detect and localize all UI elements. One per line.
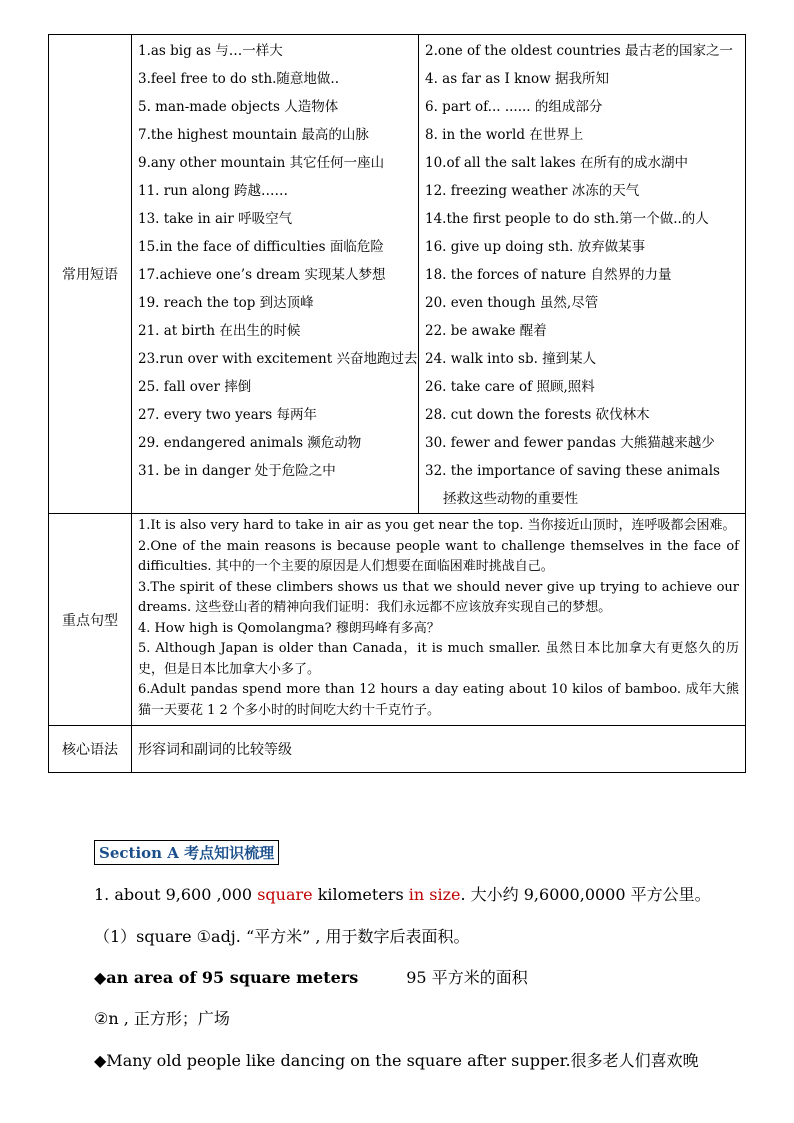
point-1-sub-1: （1）square ①adj. “平方米” , 用于数字后表面积。 <box>94 927 470 946</box>
phrase-item: 18. the forces of nature 自然界的力量 <box>425 267 672 283</box>
point-1 <box>94 882 711 905</box>
point-1-keyword-in-size: in size <box>408 885 461 904</box>
phrase-item: 29. endangered animals 濒危动物 <box>132 429 419 457</box>
phrase-item: 30. fewer and fewer pandas 大熊猫越来越少 <box>425 435 715 451</box>
phrase-item: 19. reach the top 到达顶峰 <box>132 289 419 317</box>
phrase-row <box>132 401 745 429</box>
sentence-item: 5. Although Japan is older than Canada，it is much smaller. 虽然日本比加拿大有更悠久的历史，但是日本比加拿大小多了。 <box>138 641 739 677</box>
phrases-label: 常用短语 <box>49 35 132 514</box>
phrase-row <box>132 233 745 261</box>
point-1-keyword-square: square <box>257 885 313 904</box>
phrase-item: 3.feel free to do sth.随意地做.. <box>132 65 419 93</box>
phrases-row <box>49 35 746 514</box>
phrase-item: 22. be awake 醒着 <box>425 323 547 339</box>
section-title: Section A 考点知识梳理 <box>94 840 279 865</box>
phrase-item: 23.run over with excitement 兴奋地跑过去 <box>132 345 419 373</box>
example-1 <box>94 965 528 988</box>
summary-table <box>48 34 746 773</box>
point-1-pre: 1. about 9,600 ,000 <box>94 885 258 904</box>
phrase-row <box>132 457 745 485</box>
phrase-row <box>132 429 745 457</box>
phrase-item: 27. every two years 每两年 <box>132 401 419 429</box>
phrase-item: 1.as big as 与…一样大 <box>132 35 419 65</box>
phrase-row <box>132 35 745 65</box>
sentence-item: 1.It is also very hard to take in air as you get near the top. 当你接近山顶时，连呼吸都会困难。 <box>138 518 736 533</box>
phrase-item: 28. cut down the forests 砍伐林木 <box>425 407 650 423</box>
sentence-item: 6.Adult pandas spend more than 12 hours a day eating about 10 kilos of bamboo. 成年大熊猫一天要花 1 2 个多小时的时间吃大约十千克竹子。 <box>138 682 739 718</box>
sentence-item: 2.One of the main reasons is because people want to challenge themselves in the face of difficulties. 其中的一个主要的原因是人们想要在面临困难时挑战自己。 <box>138 538 739 574</box>
example-2: ◆Many old people like dancing on the square after supper.很多老人们喜欢晚 <box>94 1051 699 1070</box>
grammar-row <box>49 726 746 773</box>
sentences-row <box>49 514 746 726</box>
phrase-row <box>132 317 745 345</box>
phrase-row <box>132 65 745 93</box>
phrase-row <box>132 177 745 205</box>
phrase-item: 4. as far as I know 据我所知 <box>425 71 609 87</box>
phrase-item: 16. give up doing sth. 放弃做某事 <box>425 239 646 255</box>
phrase-item: 32. the importance of saving these animals <box>425 463 720 479</box>
point-1-sub-2: ②n , 正方形；广场 <box>94 1009 230 1028</box>
example-1-chinese: 95 平方米的面积 <box>406 968 528 987</box>
phrase-row <box>132 345 745 373</box>
phrase-item: 15.in the face of difficulties 面临危险 <box>132 233 419 261</box>
point-1-mid: kilometers <box>312 885 409 904</box>
point-1-post: . 大小约 9,6000,0000 平方公里。 <box>460 885 711 904</box>
sentence-item: 4. How high is Qomolangma? 穆朗玛峰有多高？ <box>138 620 440 636</box>
phrase-item: 26. take care of 照顾,照料 <box>425 379 595 395</box>
phrase-item: 11. run along 跨越…… <box>132 177 419 205</box>
grammar-text: 形容词和副词的比较等级 <box>132 726 746 773</box>
phrase-row <box>132 373 745 401</box>
phrase-item: 31. be in danger 处于危险之中 <box>132 457 419 485</box>
phrase-item: 21. at birth 在出生的时候 <box>132 317 419 345</box>
phrase-item: 14.the first people to do sth.第一个做..的人 <box>425 211 709 227</box>
phrase-row <box>132 261 745 289</box>
phrase-item-empty <box>132 485 419 513</box>
phrase-item: 20. even though 虽然,尽管 <box>425 295 599 311</box>
phrase-item-continuation: 拯救这些动物的重要性 <box>443 491 578 507</box>
sentences-cell <box>132 514 746 726</box>
sentence-item: 3.The spirit of these climbers shows us that we should never give up trying to achieve our dreams. 这些登山者的精神向我们证明：我们永远都不应该放弃实现自己的梦想。 <box>138 579 739 615</box>
phrases-cell <box>132 35 746 514</box>
phrase-item: 6. part of... ...... 的组成部分 <box>425 99 603 115</box>
example-1-english: ◆an area of 95 square meters <box>94 968 359 987</box>
phrase-row <box>132 485 745 513</box>
phrase-row <box>132 205 745 233</box>
phrase-item: 24. walk into sb. 撞到某人 <box>425 351 597 367</box>
phrases-grid <box>132 35 745 513</box>
phrase-row <box>132 289 745 317</box>
phrase-row <box>132 93 745 121</box>
phrase-item: 13. take in air 呼吸空气 <box>132 205 419 233</box>
phrase-item: 8. in the world 在世界上 <box>425 127 584 143</box>
grammar-label: 核心语法 <box>49 726 132 773</box>
phrase-item: 9.any other mountain 其它任何一座山 <box>132 149 419 177</box>
sentences-label: 重点句型 <box>49 514 132 726</box>
phrase-item: 10.of all the salt lakes 在所有的成水湖中 <box>425 155 689 171</box>
phrase-row <box>132 121 745 149</box>
phrase-item: 12. freezing weather 冰冻的天气 <box>425 183 640 199</box>
phrase-item: 17.achieve one’s dream 实现某人梦想 <box>132 261 419 289</box>
phrase-item: 5. man-made objects 人造物体 <box>132 93 419 121</box>
phrase-item: 2.one of the oldest countries 最古老的国家之一 <box>425 43 734 59</box>
phrase-item: 25. fall over 摔倒 <box>132 373 419 401</box>
phrase-row <box>132 149 745 177</box>
phrase-item: 7.the highest mountain 最高的山脉 <box>132 121 419 149</box>
